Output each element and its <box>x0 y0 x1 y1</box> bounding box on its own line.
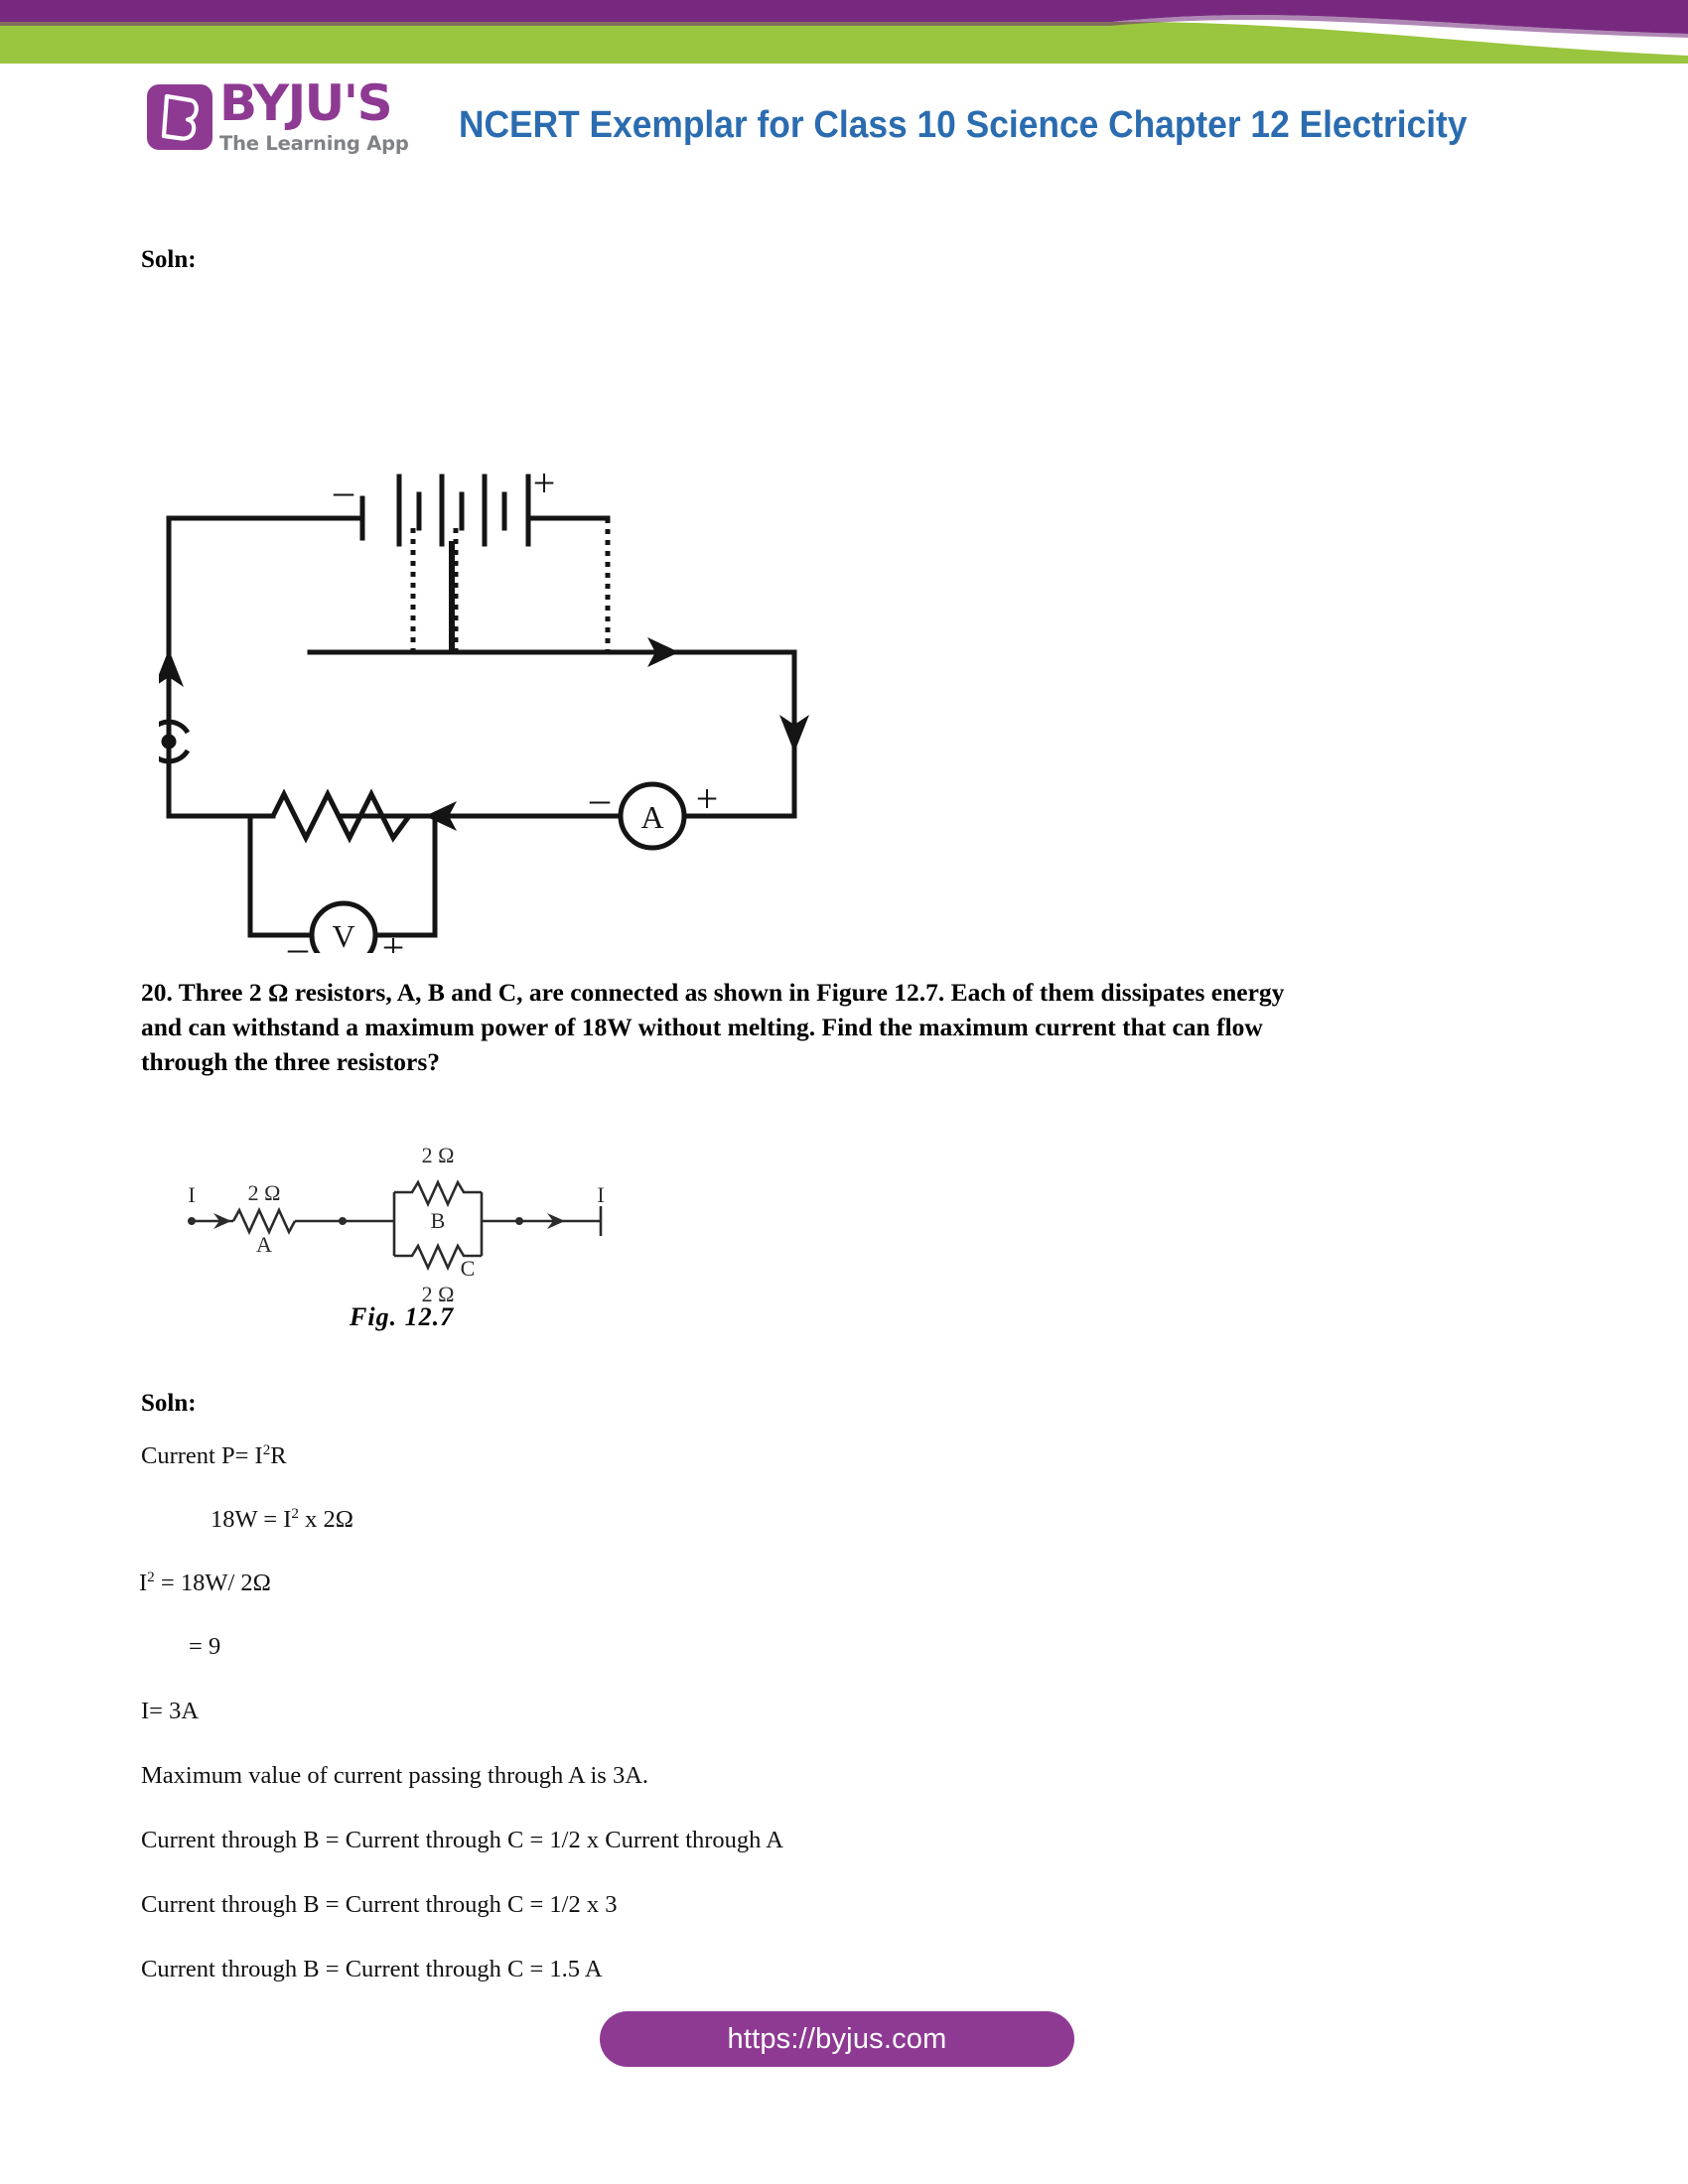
solution-line-6: Maximum value of current passing through A is 3A. <box>141 1762 649 1789</box>
voltmeter-minus-label: – <box>288 925 308 953</box>
solution-line-7: Current through B = Current through C = 1/2 x Current through A <box>141 1827 783 1853</box>
node-dot-out <box>515 1217 523 1225</box>
label-resistor-a-value: 2 Ω <box>247 1180 281 1205</box>
label-resistor-c-value: 2 Ω <box>421 1282 455 1306</box>
ammeter-plus-label: + <box>695 776 719 821</box>
key-dot-icon <box>162 735 177 750</box>
ammeter-minus-label: – <box>590 776 610 821</box>
solution-line-4: = 9 <box>189 1633 221 1660</box>
svg-text:A: A <box>640 799 664 835</box>
page-title: NCERT Exemplar for Class 10 Science Chapter 12 Electricity <box>458 103 1468 146</box>
solution-line-3: $I^2 = 18W/$ 2Ω <box>139 1569 271 1597</box>
byjus-logo <box>147 74 409 168</box>
label-resistor-c-name: C <box>460 1256 476 1281</box>
byjus-site-link-button[interactable] <box>600 2011 1074 2067</box>
svg-text:V: V <box>332 918 355 953</box>
solution-label-2: Soln: <box>141 1390 197 1417</box>
label-resistor-b-value: 2 Ω <box>421 1143 455 1167</box>
battery-plus-label: + <box>532 467 556 505</box>
voltmeter-plus-label: + <box>381 925 405 953</box>
solution-line-5: I= 3A <box>141 1698 200 1724</box>
label-current-out: I <box>597 1182 605 1207</box>
solution-line-2: $18W = I^2$ x 2Ω <box>211 1505 353 1534</box>
question-20-text <box>141 975 1555 1080</box>
figure-caption: Fig. 12.7 <box>350 1302 455 1331</box>
solution-label-1: Soln: <box>141 246 197 273</box>
solution-line-8: Current through B = Current through C = 1/2 x 3 <box>141 1891 618 1918</box>
label-resistor-a-name: A <box>256 1232 272 1257</box>
node-dot-mid <box>339 1217 347 1225</box>
byjus-wordmark: BYJU'S <box>219 74 392 132</box>
byjus-b-mark-icon <box>147 84 212 150</box>
question-line-3: through the three resistors? <box>141 1047 441 1077</box>
label-current-in: I <box>188 1182 196 1207</box>
byjus-tagline: The Learning App <box>219 131 409 155</box>
node-dot-in <box>188 1217 196 1225</box>
solution-line-1: Current $P= I^2R$ <box>141 1441 287 1470</box>
decorative-top-banner <box>0 0 1688 64</box>
page-header <box>147 74 1557 173</box>
battery-minus-label: – <box>334 469 353 513</box>
label-resistor-b-name: B <box>430 1208 446 1233</box>
question-line-2: and can withstand a maximum power of 18W without melting. Find the maximum current that can flow <box>141 1013 1263 1042</box>
solution-line-9: Current through B = Current through C = 1.5 A <box>141 1956 603 1982</box>
circuit-diagram-fig-12-7 <box>174 1137 621 1310</box>
question-line-1: 20. Three 2 Ω resistors, A, B and C, are connected as shown in Figure 12.7. Each of them dissipates energy <box>141 978 1285 1007</box>
circuit-diagram-battery-ammeter-voltmeter <box>159 467 814 953</box>
byjus-site-link-label: https://byjus.com <box>727 2022 947 2055</box>
